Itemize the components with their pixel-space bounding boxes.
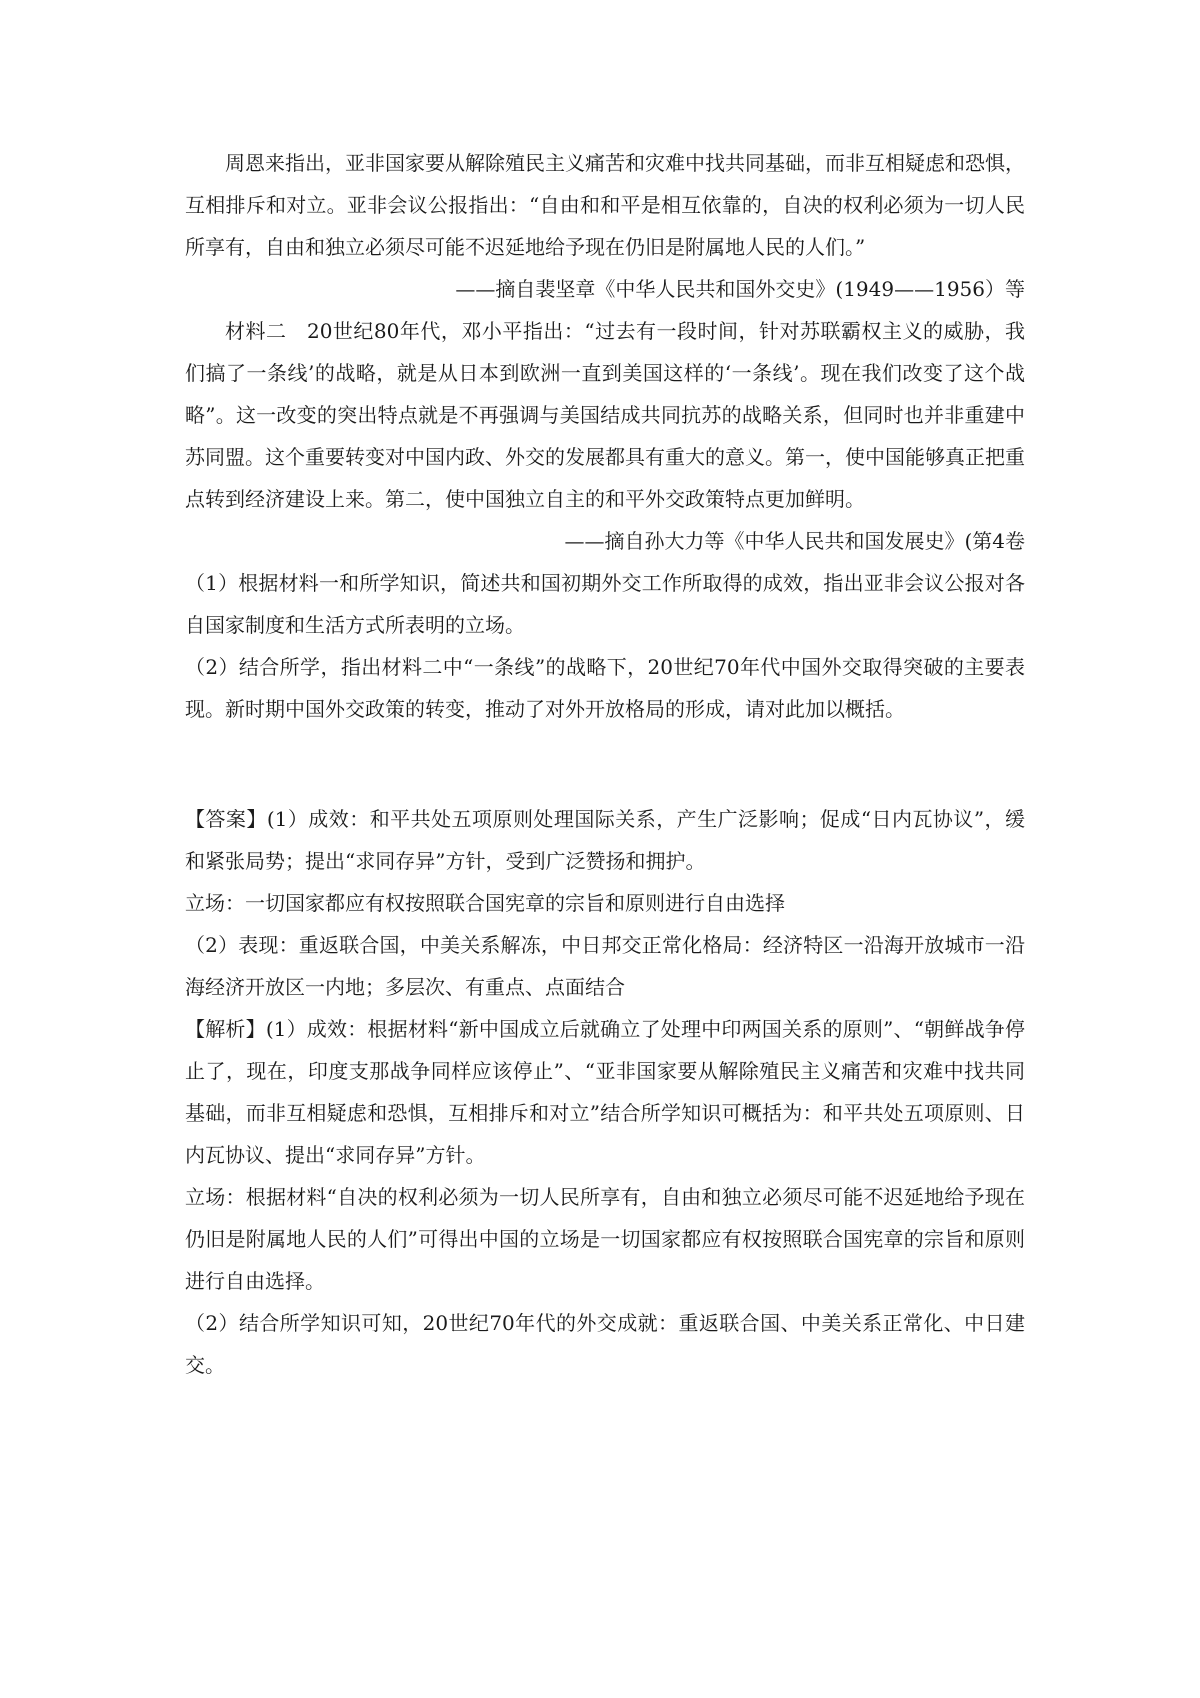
question-2: （2）结合所学，指出材料二中“一条线”的战略下，20世纪70年代中国外交取得突破的主要表现。新时期中国外交政策的转变，推动了对外开放格局的形成，请对此加以概括。 bbox=[185, 655, 1025, 721]
analysis-stance: 立场：根据材料“自决的权利必须为一切人民所享有，自由和独立必须尽可能不迟延地给予现在仍旧是附属地人民的人们”可得出中国的立场是一切国家都应有权按照联合国宪章的宗旨和原则进行自由选择。 bbox=[185, 1185, 1025, 1293]
material-two-paragraph: 材料二 20世纪80年代，邓小平指出：“过去有一段时间，针对苏联霸权主义的威胁，我们搞了一条线’的战略，就是从日本到欧洲一直到美国这样的‘一条线’。现在我们改变了这个战略”。这一改变的突出特点就是不再强调与美国结成共同抗苏的战略关系，但同时也并非重建中苏同盟。这个重要转变对中国内政、外交的发展都具有重大的意义。第一，使中国能够真正把重点转到经济建设上来。第二，使中国独立自主的和平外交政策特点更加鲜明。 bbox=[185, 319, 1025, 511]
material-one-paragraph: 周恩来指出，亚非国家要从解除殖民主义痛苦和灾难中找共同基础，而非互相疑虑和恐惧，互相排斥和对立。亚非会议公报指出：“自由和和平是相互依靠的，自决的权利必须为一切人民所享有，自由和独立必须尽可能不迟延地给予现在仍旧是附属地人民的人们。” bbox=[185, 151, 1025, 259]
document-page bbox=[185, 142, 1025, 1386]
answer-stance: 立场：一切国家都应有权按照联合国宪章的宗旨和原则进行自由选择 bbox=[185, 891, 785, 915]
analysis-part-1: 【解析】(1）成效：根据材料“新中国成立后就确立了处理中印两国关系的原则”、“朝鲜战争停止了，现在，印度支那战争同样应该停止”、“亚非国家要从解除殖民主义痛苦和灾难中找共同基础，而非互相疑虑和恐惧，互相排斥和对立”结合所学知识可概括为：和平共处五项原则、日内瓦协议、提出“求同存异”方针。 bbox=[185, 1017, 1025, 1167]
section-spacer bbox=[185, 730, 1025, 798]
material-two-source: ——摘自孙大力等《中华人民共和国发展史》(第4卷 bbox=[564, 529, 1025, 553]
analysis-part-2: （2）结合所学知识可知，20世纪70年代的外交成就：重返联合国、中美关系正常化、中日建交。 bbox=[185, 1311, 1025, 1377]
material-one-source: ——摘自裴坚章《中华人民共和国外交史》(1949——1956）等 bbox=[455, 277, 1025, 301]
answer-part-1: 【答案】(1）成效：和平共处五项原则处理国际关系，产生广泛影响；促成“日内瓦协议”，缓和紧张局势；提出“求同存异”方针，受到广泛赞扬和拥护。 bbox=[185, 807, 1025, 873]
answer-part-2: （2）表现：重返联合国，中美关系解冻，中日邦交正常化格局：经济特区一沿海开放城市一沿海经济开放区一内地；多层次、有重点、点面结合 bbox=[185, 933, 1025, 999]
question-1: （1）根据材料一和所学知识，简述共和国初期外交工作所取得的成效，指出亚非会议公报对各自国家制度和生活方式所表明的立场。 bbox=[185, 571, 1025, 637]
